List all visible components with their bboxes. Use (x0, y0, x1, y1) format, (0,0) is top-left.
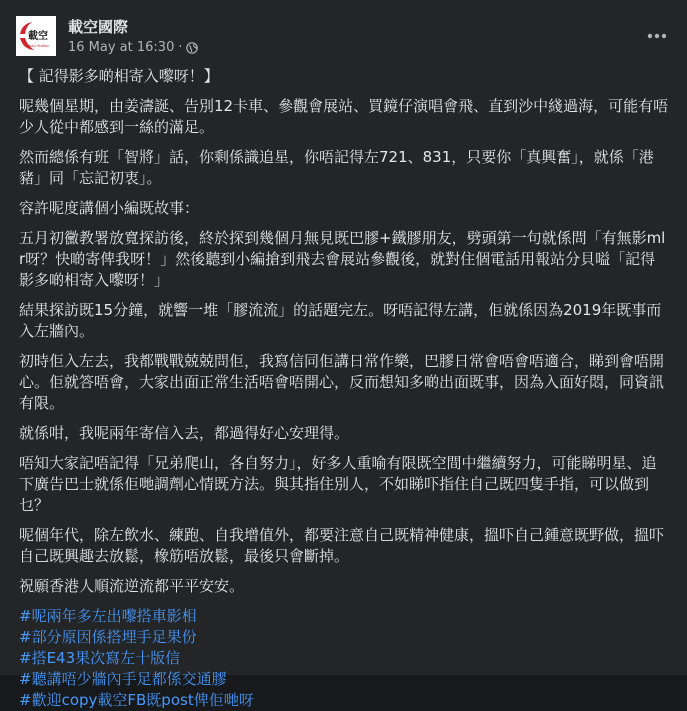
avatar-logo-subtext: Empty Station (24, 44, 50, 48)
post-header (16, 16, 671, 60)
post-body (19, 66, 669, 711)
post-paragraph: 呢個年代，除左飲水、練跑、自我增值外，都要注意自己既精神健康，搵吓自己鍾意既野做，搵吓自己既興趣去放鬆，橡筋唔放鬆，最後只會斷掉。 (19, 526, 665, 565)
post-timestamp[interactable]: 16 May at 16:30 (68, 40, 175, 55)
globe-icon[interactable] (186, 42, 198, 54)
page-logo (16, 16, 56, 56)
post-paragraph: 祝願香港人順流逆流都平平安安。 (19, 577, 245, 595)
hashtag-link[interactable]: #搭E43果次寫左十版信 (19, 649, 181, 667)
hashtag-list (19, 606, 669, 711)
avatar-logo-text: 載空 (28, 31, 48, 42)
post-paragraph: 初時佢入左去，我都戰戰兢兢問佢，我寫信同佢講日常作樂，巴膠日常會唔會唔適合，睇到會唔開心。佢就答唔會，大家出面正常生活唔會唔開心，反而想知多啲出面既事，因為入面好悶，同資訊有限。 (19, 352, 665, 412)
post-paragraph: 唔知大家記唔記得「兄弟爬山，各自努力」，好多人重喻有限既空間中繼續努力，可能睇明星、追下廣告巴士就係佢哋調劑心情既方法。與其指住別人，不如睇吓指住自己既四隻手指，可以做到乜？ (19, 454, 657, 514)
post-paragraph: 就係咁，我呢兩年寄信入去，都過得好心安理得。 (19, 424, 350, 442)
hashtag-link[interactable]: #聽講唔少牆內手足都係交通膠 (19, 670, 227, 688)
post-paragraph: 容許呢度講個小編既故事： (19, 199, 200, 217)
page-name[interactable]: 載空國際 (68, 18, 129, 36)
hashtag-link[interactable]: #部分原因係搭埋手足果份 (19, 628, 197, 646)
meta-separator: · (178, 40, 183, 55)
post-meta (68, 40, 198, 56)
post-paragraph: 五月初黴教署放寬探訪後，終於探到幾個月無見既巴膠+鐵膠朋友，劈頭第一句就係問「有無影mlr呀？快啲寄俾我呀！」然後聽到小編搶到飛去會展站參觀後，就對住個電話用報站分貝嗌「記得影多啲相寄入嚟呀！」 (19, 229, 666, 289)
hashtag-link[interactable]: #歡迎copy載空FB既post俾佢哋呀 (19, 691, 254, 709)
post-paragraph: 然而總係有班「智將」話，你剩係識追星，你唔記得左721、831，只要你「真興奮」，就係「港豬」同「忘記初衷」。 (19, 148, 654, 187)
more-options-button[interactable] (643, 22, 671, 50)
post-title: 【 記得影多啲相寄入嚟呀！】 (19, 67, 219, 85)
page-avatar[interactable] (16, 16, 56, 56)
post-paragraph: 呢幾個星期，由姜濤誕、告別12卡車、參觀會展站、買鏡仔演唱會飛、直到沙中綫過海，可能有唔少人從中都感到一絲的滿足。 (19, 97, 669, 136)
more-options-icon (647, 33, 667, 39)
hashtag-link[interactable]: #呢兩年多左出嚟搭車影相 (19, 607, 197, 625)
post-paragraph: 結果探訪既15分鐘，就響一堆「膠流流」的話題完左。呀唔記得左講，佢就係因為2019年既事而入左牆內。 (19, 301, 662, 340)
